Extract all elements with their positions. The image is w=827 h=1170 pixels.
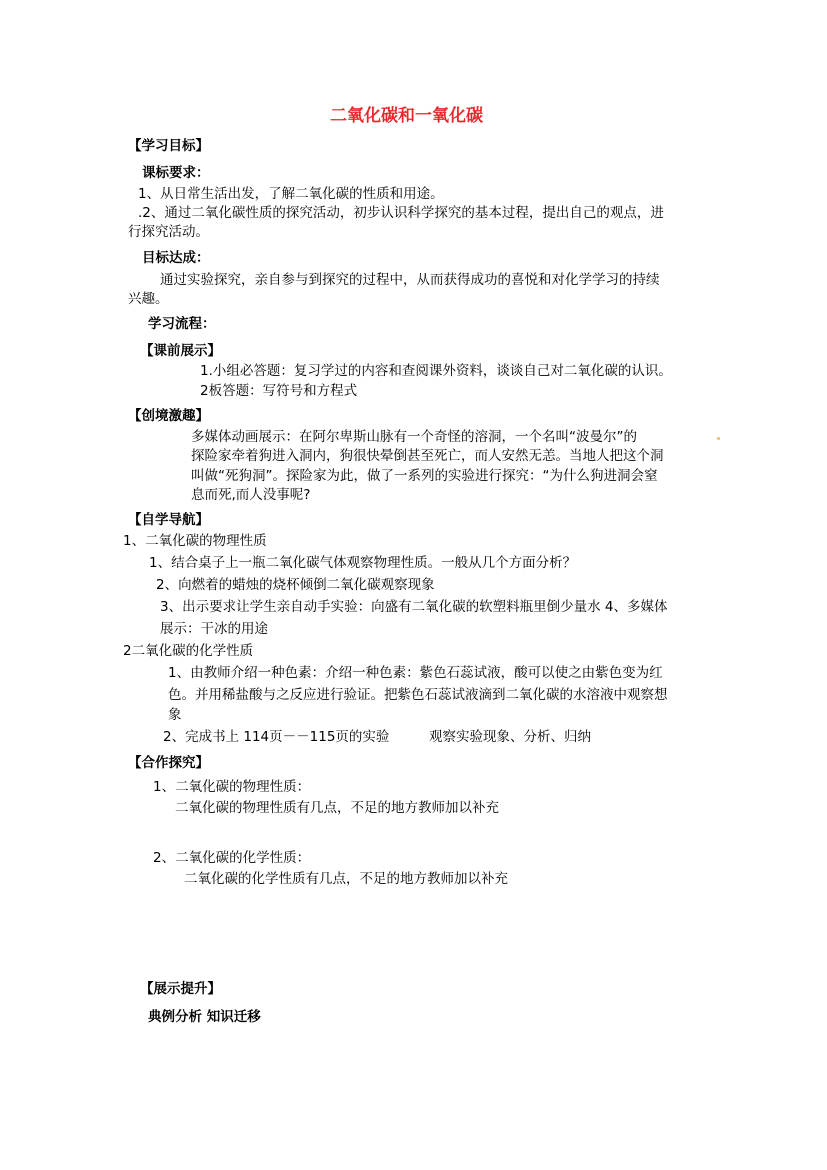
section-heading-preview: 【课前展示】 [140, 343, 221, 359]
process-heading: 学习流程： [148, 316, 216, 332]
chemical-item: 色。并用稀盐酸与之反应进行验证。把紫色石蕊试液滴到二氧化碳的水溶液中观察想 [168, 687, 668, 703]
decorative-dot [717, 437, 720, 440]
standard-item: 行探究活动。 [128, 224, 209, 240]
section-heading-goals: 【学习目标】 [128, 138, 209, 154]
chemical-item: 象 [168, 707, 182, 723]
document-title: 二氧化碳和一氧化碳 [330, 106, 483, 126]
cooperate-item: 1、二氧化碳的物理性质： [153, 779, 311, 795]
chemical-item: 2、完成书上 114页－－115页的实验 [163, 729, 390, 745]
achieve-heading: 目标达成： [142, 250, 210, 266]
physical-item: 2、向燃着的蜡烛的烧杯倾倒二氧化碳观察现象 [156, 577, 435, 593]
scenario-line: 多媒体动画展示：在阿尔卑斯山脉有一个奇怪的溶洞，一个名叫“波曼尔”的 [191, 429, 637, 445]
chemical-item: 1、由教师介绍一种色素：介绍一种色素：紫色石蕊试液，酸可以使之由紫色变为红 [168, 665, 663, 681]
chemical-heading: 2二氧化碳的化学性质 [123, 643, 254, 659]
chemical-item: 观察实验现象、分析、归纳 [429, 729, 591, 745]
preview-item: 1.小组必答题：复习学过的内容和查阅课外资料，谈谈自己对二氧化碳的认识。 [200, 363, 672, 379]
physical-item: 展示：干冰的用途 [160, 621, 268, 637]
section-heading-scenario: 【创境激趣】 [128, 408, 209, 424]
physical-item: 1、结合桌子上一瓶二氧化碳气体观察物理性质。一般从几个方面分析？ [149, 555, 577, 571]
achieve-line: 通过实验探究，亲自参与到探究的过程中，从而获得成功的喜悦和对化学学习的持续 [160, 272, 660, 288]
physical-heading: 1、二氧化碳的物理性质 [123, 533, 267, 549]
section-heading-show: 【展示提升】 [140, 981, 221, 997]
standard-item: .2、通过二氧化碳性质的探究活动，初步认识科学探究的基本过程，提出自己的观点，进 [138, 205, 664, 221]
scenario-line: 探险家牵着狗进入洞内，狗很快晕倒甚至死亡，而人安然无恙。当地人把这个洞 [191, 448, 664, 464]
scenario-line: 息而死,而人没事呢? [191, 487, 311, 503]
scenario-line: 叫做“死狗洞”。探险家为此，做了一系列的实验进行探究：“为什么狗进洞会窒 [191, 468, 658, 484]
section-heading-self-study: 【自学导航】 [128, 512, 209, 528]
show-subheading: 典例分析 知识迁移 [148, 1009, 261, 1025]
achieve-line: 兴趣。 [128, 291, 169, 307]
cooperate-item: 二氧化碳的物理性质有几点，不足的地方教师加以补充 [175, 800, 499, 816]
standard-heading: 课标要求： [142, 165, 210, 181]
standard-item: 1、从日常生活出发，了解二氧化碳的性质和用途。 [138, 186, 444, 202]
preview-item: 2板答题：写符号和方程式 [200, 383, 358, 399]
physical-item: 3、出示要求让学生亲自动手实验：向盛有二氧化碳的软塑料瓶里倒少量水 4、多媒体 [160, 599, 668, 615]
cooperate-item: 二氧化碳的化学性质有几点，不足的地方教师加以补充 [184, 871, 508, 887]
cooperate-item: 2、二氧化碳的化学性质： [153, 850, 311, 866]
section-heading-cooperate: 【合作探究】 [128, 755, 209, 771]
